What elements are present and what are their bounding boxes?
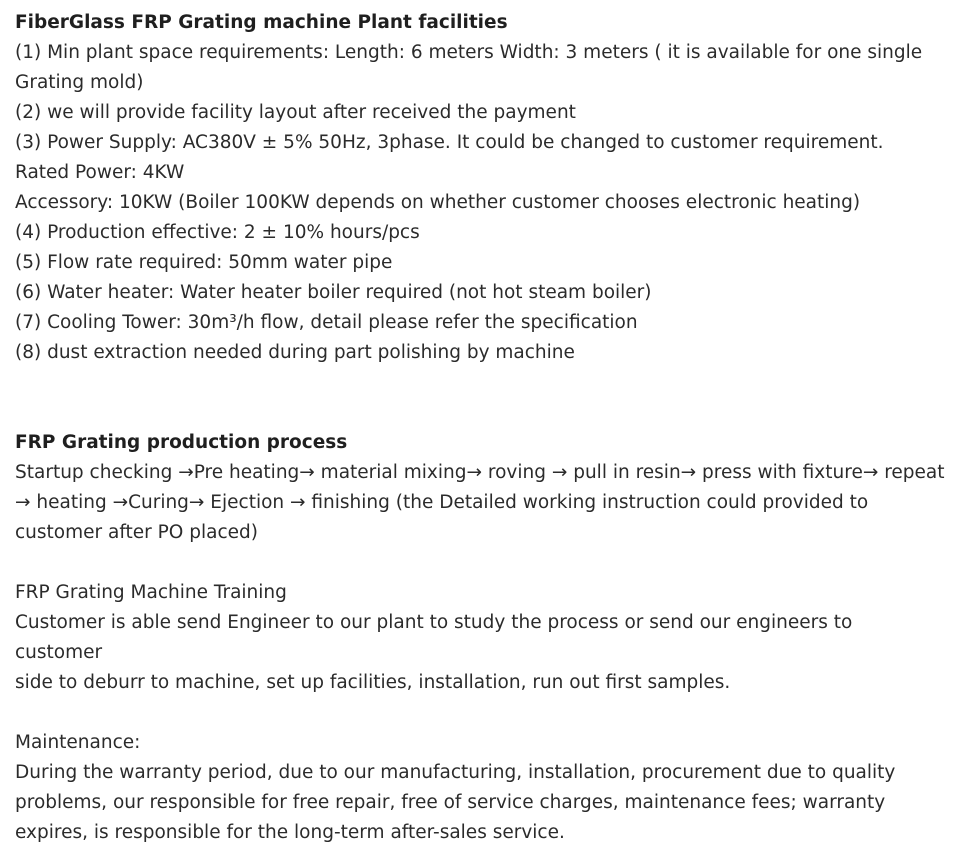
facilities-item: Rated Power: 4KW <box>15 162 185 183</box>
process-text: Startup checking →Pre heating→ material mixing→ roving → pull in resin→ press with fixture→ repeat → heating →Curing→ Ejection → finishing (the Detailed working instruction could provided to customer after PO placed) <box>15 462 945 543</box>
facilities-item: Accessory: 10KW (Boiler 100KW depends on whether customer chooses electronic heating) <box>15 192 861 213</box>
training-heading: FRP Grating Machine Training <box>15 582 287 603</box>
training-text-continued: side to deburr to machine, set up facilities, installation, run out first samples. <box>15 672 731 693</box>
document-body <box>15 8 945 848</box>
facilities-item: (5) Flow rate required: 50mm water pipe <box>15 252 393 273</box>
training-text: Customer is able send Engineer to our plant to study the process or send our engineers to customer <box>15 612 853 663</box>
section-spacer <box>15 548 945 578</box>
maintenance-text: During the warranty period, due to our manufacturing, installation, procurement due to quality problems, our responsible for free repair, free of service charges, maintenance fees; warranty expires, is responsible for the long-term after-sales service. <box>15 762 896 843</box>
facilities-item: (7) Cooling Tower: 30m³/h flow, detail please refer the specification <box>15 312 638 333</box>
section-spacer <box>15 698 945 728</box>
process-heading: FRP Grating production process <box>15 432 348 453</box>
facilities-item: (1) Min plant space requirements: Length: 6 meters Width: 3 meters ( it is available for one single Grating mold) <box>15 42 923 93</box>
facilities-item: (4) Production effective: 2 ± 10% hours/pcs <box>15 222 420 243</box>
section-spacer <box>15 368 945 428</box>
facilities-item: (2) we will provide facility layout after received the payment <box>15 102 576 123</box>
maintenance-heading: Maintenance: <box>15 732 141 753</box>
facilities-heading: FiberGlass FRP Grating machine Plant facilities <box>15 12 508 33</box>
facilities-item: (6) Water heater: Water heater boiler required (not hot steam boiler) <box>15 282 652 303</box>
facilities-item: (3) Power Supply: AC380V ± 5% 50Hz, 3phase. It could be changed to customer requirement. <box>15 132 884 153</box>
facilities-item: (8) dust extraction needed during part polishing by machine <box>15 342 575 363</box>
